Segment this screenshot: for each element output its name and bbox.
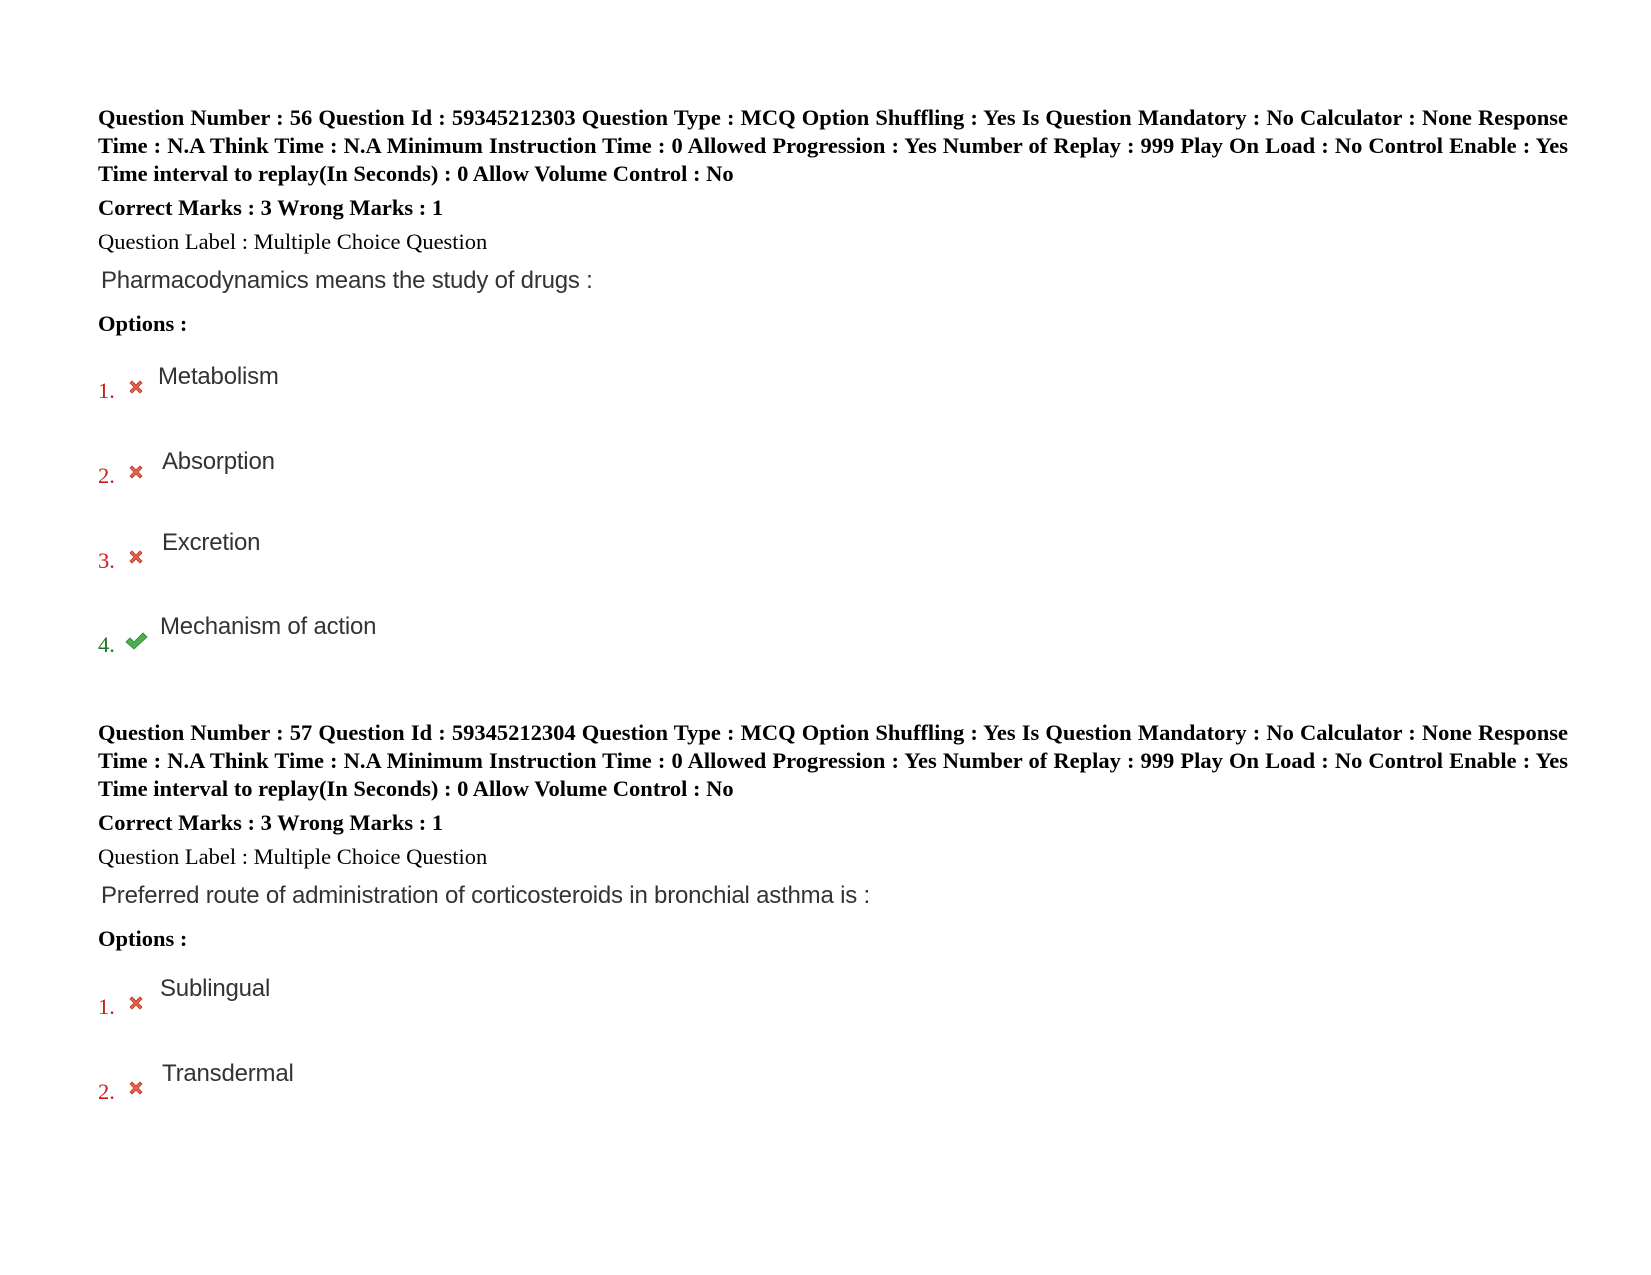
option-item: [98, 975, 698, 1019]
check-icon: [124, 631, 148, 651]
cross-icon: [126, 993, 146, 1013]
question-block-56: [98, 104, 1568, 338]
option-item: [98, 529, 698, 573]
question-block-57: [98, 719, 1568, 953]
question-text: Preferred route of administration of corticosteroids in bronchial asthma is :: [101, 882, 870, 909]
cross-icon: [126, 462, 146, 482]
question-meta: Question Number : 56 Question Id : 59345212303 Question Type : MCQ Option Shuffling : Yes Is Question Mandatory : No Calculator : None Response Time : N.A Think Time : N.A Minimum Instruction Time : 0 Allowed Progression : Yes Number of Replay : 999 Play On Load : No Control Enable : Yes Time interval to replay(In Seconds) : 0 Allow Volume Control : No: [98, 105, 1568, 186]
cross-icon: [126, 547, 146, 567]
option-item: [98, 447, 698, 487]
option-number: 2.: [98, 1079, 115, 1104]
options-heading: Options :: [98, 311, 188, 336]
option-text: Excretion: [162, 529, 261, 556]
question-marks: Correct Marks : 3 Wrong Marks : 1: [98, 810, 444, 835]
option-text: Absorption: [162, 448, 275, 475]
question-meta: Question Number : 57 Question Id : 59345212304 Question Type : MCQ Option Shuffling : Yes Is Question Mandatory : No Calculator : None Response Time : N.A Think Time : N.A Minimum Instruction Time : 0 Allowed Progression : Yes Number of Replay : 999 Play On Load : No Control Enable : Yes Time interval to replay(In Seconds) : 0 Allow Volume Control : No: [98, 720, 1568, 801]
option-text: Sublingual: [160, 975, 271, 1002]
option-number: 4.: [98, 632, 115, 657]
cross-icon: [126, 1078, 146, 1098]
question-text: Pharmacodynamics means the study of drugs :: [101, 267, 593, 294]
question-marks: Correct Marks : 3 Wrong Marks : 1: [98, 195, 444, 220]
option-text: Transdermal: [162, 1060, 294, 1087]
question-label: Question Label : Multiple Choice Question: [98, 229, 488, 254]
option-text: Metabolism: [158, 363, 279, 390]
options-heading: Options :: [98, 926, 188, 951]
option-item: [98, 1060, 698, 1104]
question-label: Question Label : Multiple Choice Question: [98, 844, 488, 869]
option-item: [98, 362, 698, 402]
option-text: Mechanism of action: [160, 613, 377, 640]
option-item: [98, 613, 698, 657]
option-number: 2.: [98, 463, 115, 488]
cross-icon: [126, 377, 146, 397]
option-number: 1.: [98, 994, 115, 1019]
option-number: 3.: [98, 548, 115, 573]
option-number: 1.: [98, 378, 115, 403]
